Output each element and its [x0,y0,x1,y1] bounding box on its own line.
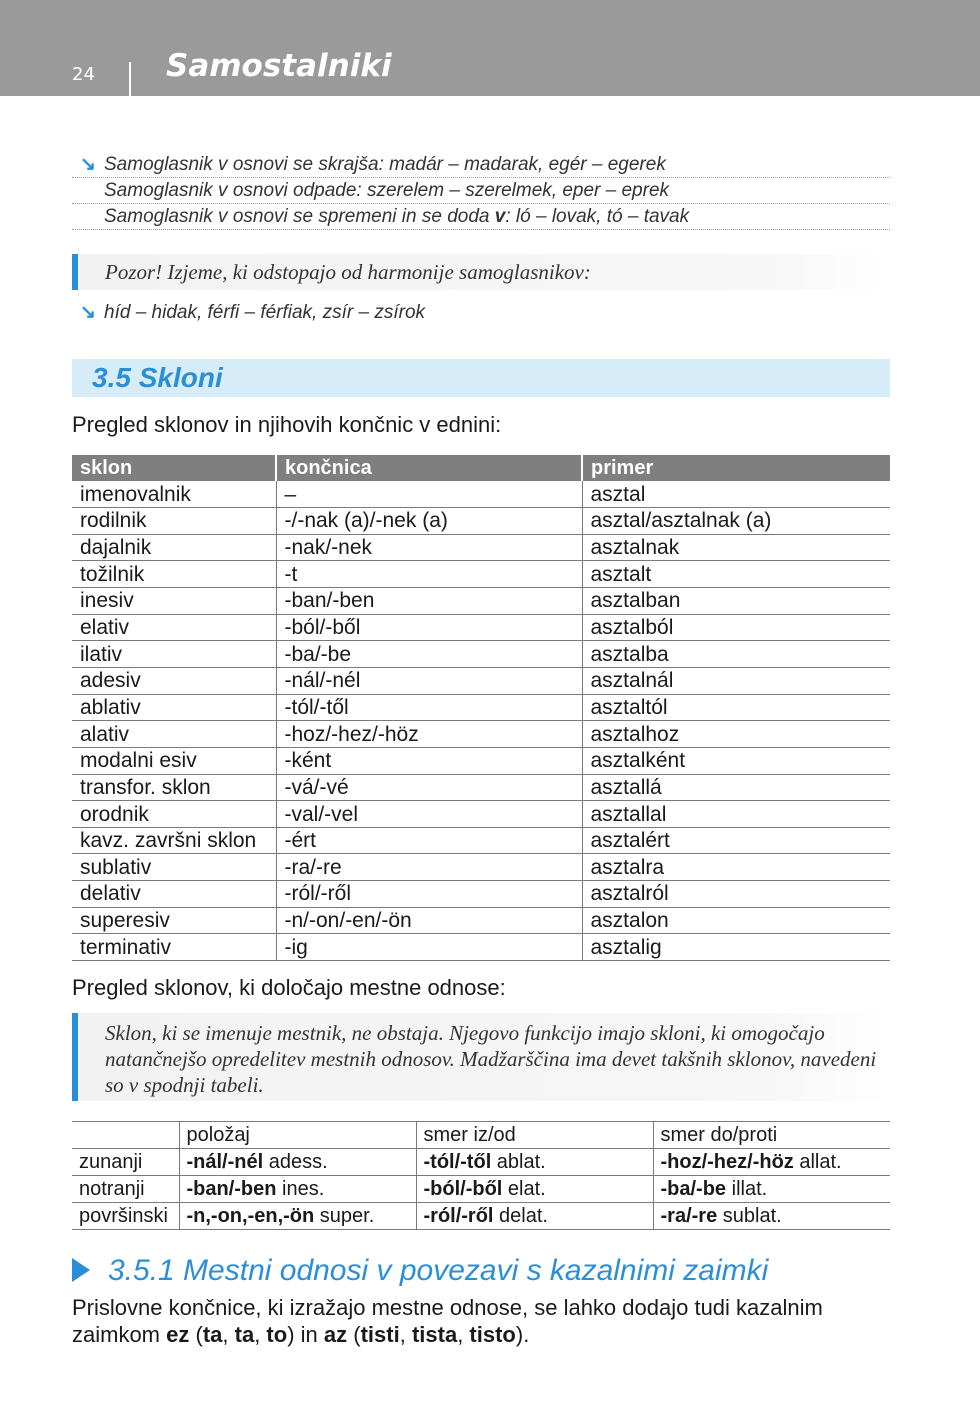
case-name-cell: ilativ [72,641,276,668]
arrow-icon: ↘ [80,302,96,323]
table-header-row [72,455,890,481]
table-row [72,774,890,801]
case-name-cell: delativ [72,881,276,908]
example-cell: asztalon [582,907,890,934]
case-name-cell: elativ [72,614,276,641]
note-line: Samoglasnik v osnovi se spremeni in se doda v: ló – lovak, tó – tavak [72,204,890,230]
ending-cell: -n,-on,-en,-ön super. [179,1203,416,1230]
ending-cell: -tól/-től [276,694,582,721]
table-row [72,747,890,774]
column-header [72,1122,179,1149]
page-header [0,0,980,96]
example-cell: asztalnak [582,534,890,561]
example-cell: asztalért [582,827,890,854]
note-line: Samoglasnik v osnovi odpade: szerelem – szerelmek, eper – eprek [72,178,890,204]
header-separator [129,62,131,96]
table-row [72,721,890,748]
info-callout: Sklon, ki se imenuje mestnik, ne obstaja. Njegovo funkcijo imajo skloni, ki omogočajo natančnejšo opredelitev mestnih odnosov. Madžarščina ima devet takšnih sklonov, navedeni so v spodnji tabeli. [72,1013,890,1101]
example-cell: asztalról [582,881,890,908]
ending-cell: -ig [276,934,582,961]
table-row [72,508,890,535]
case-name-cell: rodilnik [72,508,276,535]
case-name-cell: ablativ [72,694,276,721]
ending-cell: -vá/-vé [276,774,582,801]
table-row [72,1203,890,1230]
column-header: smer do/proti [653,1122,890,1149]
example-cell: asztallal [582,801,890,828]
table-header-row [72,1122,890,1149]
ending-cell: -ról/-ről [276,881,582,908]
ending-cell: -/-nak (a)/-nek (a) [276,508,582,535]
exception-callout: Pozor! Izjeme, ki odstopajo od harmonije samoglasnikov: [72,254,890,290]
exception-examples: ↘ híd – hidak, férfi – férfiak, zsír – zsírok [80,302,426,323]
table-row [72,827,890,854]
example-cell: asztal [582,481,890,508]
example-cell: asztalhoz [582,721,890,748]
section-title: 3.5 Skloni [92,362,223,393]
case-name-cell: dajalnik [72,534,276,561]
table-row [72,1176,890,1203]
column-header: položaj [179,1122,416,1149]
triangle-icon [72,1258,90,1282]
table-row [72,907,890,934]
case-name-cell: inesiv [72,588,276,615]
row-label-cell: notranji [72,1176,179,1203]
ending-cell: -n/-on/-en/-ön [276,907,582,934]
ending-cell: -ként [276,747,582,774]
locative-intro: Pregled sklonov, ki določajo mestne odnose: [72,975,506,1000]
ending-cell: -hoz/-hez/-höz allat. [653,1149,890,1176]
ending-cell: -ról/-ről delat. [416,1203,653,1230]
case-name-cell: modalni esiv [72,747,276,774]
ending-cell: -tól/-től ablat. [416,1149,653,1176]
table-row [72,881,890,908]
example-cell: asztaltól [582,694,890,721]
vowel-notes [72,152,890,230]
ending-cell: -ba/-be illat. [653,1176,890,1203]
ending-cell: -nál/-nél adess. [179,1149,416,1176]
section-heading-bar [72,359,890,397]
table-row [72,1149,890,1176]
table-row [72,534,890,561]
ending-cell: – [276,481,582,508]
table-row [72,561,890,588]
subsection-title: 3.5.1 Mestni odnosi v povezavi s kazalnimi zaimki [108,1254,769,1287]
ending-cell: -ból/-ből elat. [416,1176,653,1203]
ending-cell: -ból/-ből [276,614,582,641]
note-line: ↘ Samoglasnik v osnovi se skrajša: madár – madarak, egér – egerek [72,152,890,178]
example-cell: asztalt [582,561,890,588]
case-name-cell: superesiv [72,907,276,934]
case-name-cell: adesiv [72,667,276,694]
example-cell: asztalként [582,747,890,774]
ending-cell: -ban/-ben ines. [179,1176,416,1203]
table-row [72,934,890,961]
ending-cell: -t [276,561,582,588]
cases-intro: Pregled sklonov in njihovih končnic v ednini: [72,412,502,437]
chapter-title: Samostalniki [166,48,392,84]
demonstrative-paragraph: Prislovne končnice, ki izražajo mestne odnose, se lahko dodajo tudi kazalnim zaimkom ez (ta, ta, to) in az (tisti, tista, tisto). [72,1295,823,1347]
table-row [72,641,890,668]
case-name-cell: imenovalnik [72,481,276,508]
ending-cell: -nál/-nél [276,667,582,694]
table-row [72,481,890,508]
subsection-heading [72,1254,768,1288]
case-name-cell: terminativ [72,934,276,961]
locative-table [72,1121,890,1230]
column-header: končnica [276,455,582,481]
example-cell: asztal/asztalnak (a) [582,508,890,535]
case-name-cell: transfor. sklon [72,774,276,801]
ending-cell: -nak/-nek [276,534,582,561]
example-cell: asztalban [582,588,890,615]
ending-cell: -ban/-ben [276,588,582,615]
example-cell: asztalnál [582,667,890,694]
table-row [72,801,890,828]
ending-cell: -ba/-be [276,641,582,668]
page-number: 24 [72,64,95,85]
example-cell: asztallá [582,774,890,801]
case-name-cell: tožilnik [72,561,276,588]
table-row [72,854,890,881]
ending-cell: -ért [276,827,582,854]
row-label-cell: površinski [72,1203,179,1230]
table-row [72,614,890,641]
ending-cell: -hoz/-hez/-höz [276,721,582,748]
ending-cell: -val/-vel [276,801,582,828]
ending-cell: -ra/-re [276,854,582,881]
ending-cell: -ra/-re sublat. [653,1203,890,1230]
row-label-cell: zunanji [72,1149,179,1176]
cases-table [72,455,890,961]
example-cell: asztalig [582,934,890,961]
column-header: primer [582,455,890,481]
case-name-cell: kavz. završni sklon [72,827,276,854]
case-name-cell: orodnik [72,801,276,828]
example-cell: asztalba [582,641,890,668]
column-header: sklon [72,455,276,481]
table-row [72,588,890,615]
arrow-icon: ↘ [80,154,96,175]
table-row [72,667,890,694]
case-name-cell: sublativ [72,854,276,881]
table-row [72,694,890,721]
column-header: smer iz/od [416,1122,653,1149]
example-cell: asztalból [582,614,890,641]
example-cell: asztalra [582,854,890,881]
case-name-cell: alativ [72,721,276,748]
